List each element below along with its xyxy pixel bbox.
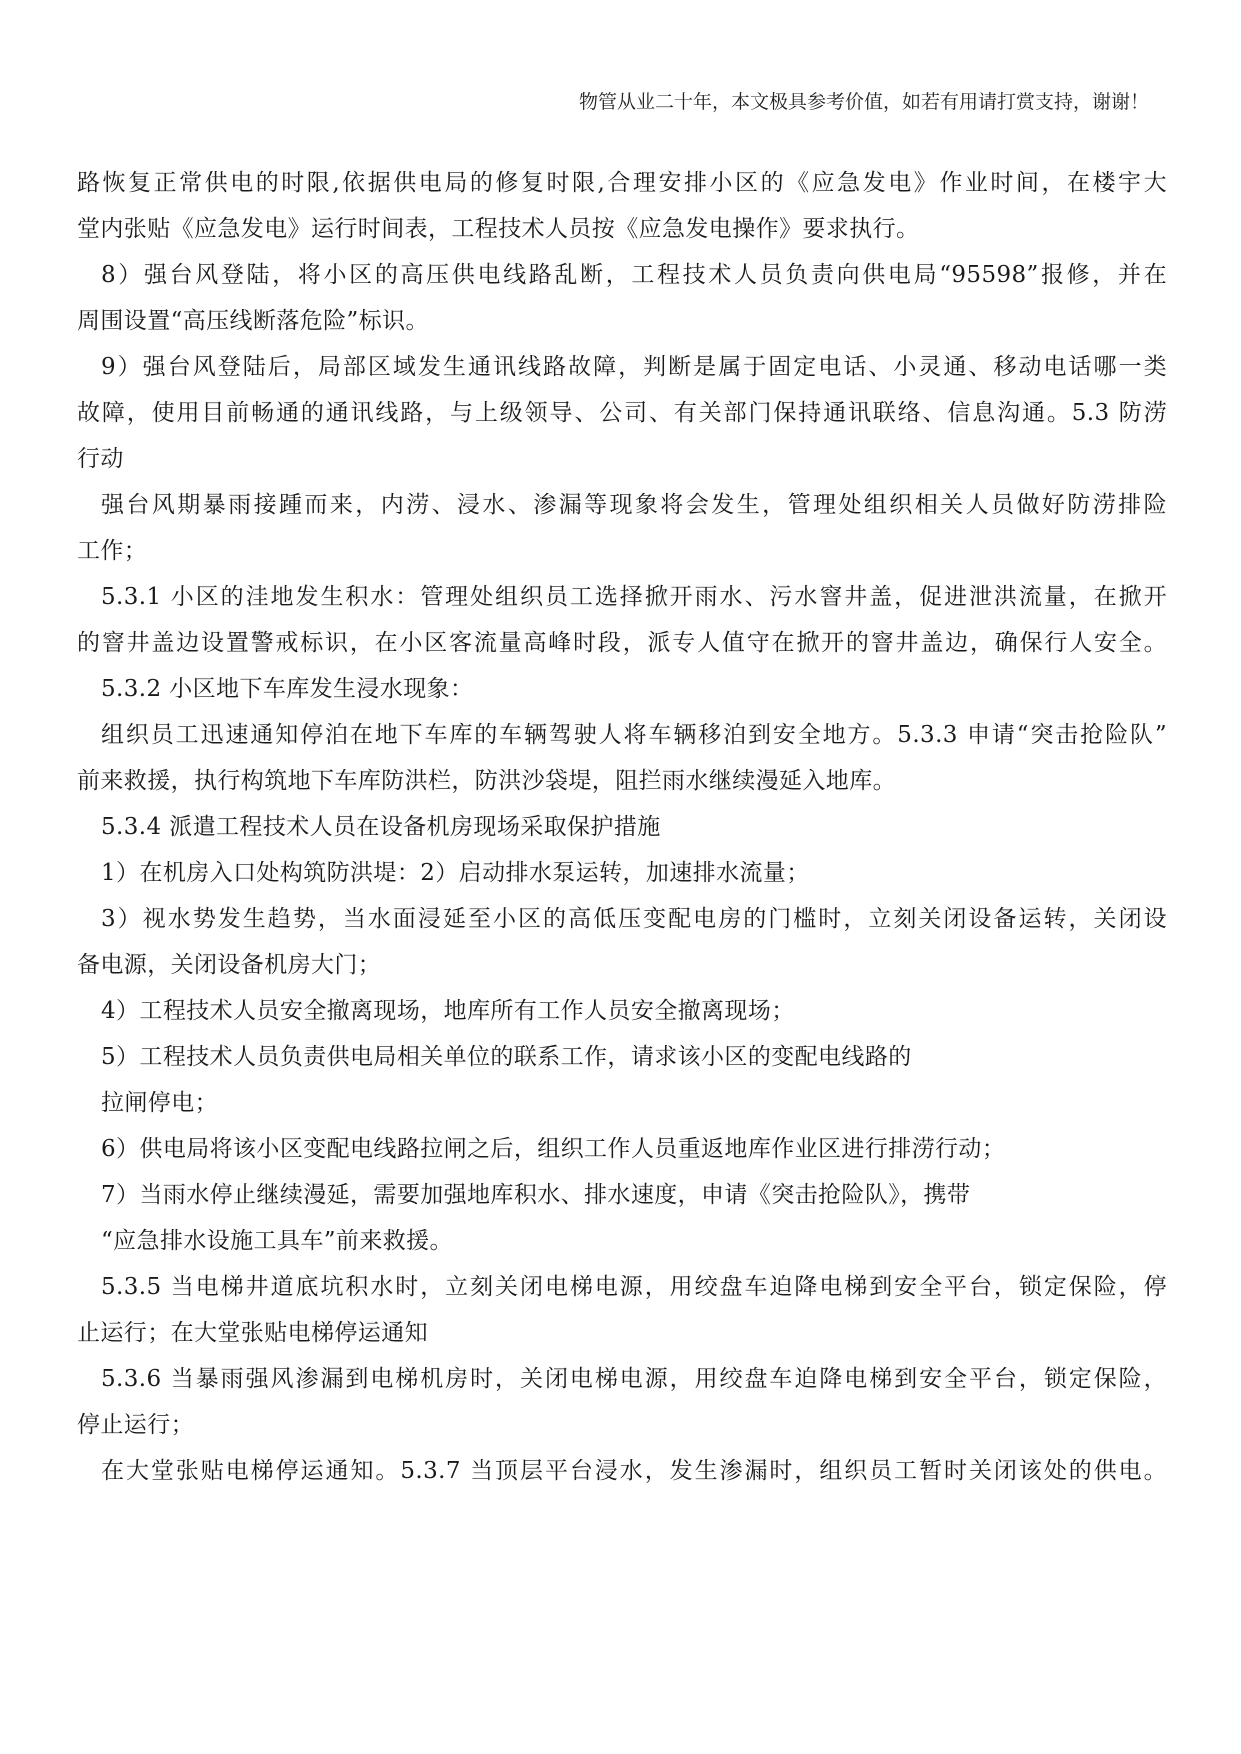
text-line: 5.3.4 派遣工程技术人员在设备机房现场采取保护措施	[101, 814, 661, 840]
text-line: 在大堂张贴电梯停运通知。5.3.7 当顶层平台浸水，发生渗漏时，组织员工暂时关闭该处的供电。	[101, 1458, 1167, 1484]
text-line: 停止运行；	[77, 1412, 194, 1438]
text-line: 8）强台风登陆，将小区的高压供电线路乱断，工程技术人员负责向供电局“95598”报修，并在	[101, 262, 1167, 288]
text-line: 前来救援，执行构筑地下车库防洪栏，防洪沙袋堤，阻拦雨水继续漫延入地库。	[77, 768, 896, 794]
text-line: 路恢复正常供电的时限,依据供电局的修复时限,合理安排小区的《应急发电》作业时间，在楼宇大	[77, 170, 1167, 196]
text-line: 5.3.1 小区的洼地发生积水：管理处组织员工选择掀开雨水、污水窨井盖，促进泄洪流量，在掀开	[101, 584, 1167, 610]
body-text	[77, 160, 1167, 1494]
text-line: 故障，使用目前畅通的通讯线路，与上级领导、公司、有关部门保持通讯联络、信息沟通。5.3 防涝	[77, 400, 1167, 426]
text-line: 行动	[77, 446, 124, 472]
text-line: 9）强台风登陆后，局部区域发生通讯线路故障，判断是属于固定电话、小灵通、移动电话哪一类	[101, 354, 1167, 380]
text-line: 周围设置“高压线断落危险”标识。	[77, 308, 429, 334]
text-line: 4）工程技术人员安全撤离现场，地库所有工作人员安全撤离现场；	[101, 998, 795, 1024]
text-line: 3）视水势发生趋势，当水面浸延至小区的高低压变配电房的门槛时，立刻关闭设备运转，关闭设	[101, 906, 1167, 932]
text-line: 6）供电局将该小区变配电线路拉闸之后，组织工作人员重返地库作业区进行排涝行动；	[101, 1136, 1006, 1162]
text-line: 7）当雨水停止继续漫延，需要加强地库积水、排水速度，申请《突击抢险队》，携带	[101, 1182, 971, 1208]
text-line: 备电源，关闭设备机房大门；	[77, 952, 382, 978]
text-line: “应急排水设施工具车”前来救援。	[101, 1228, 453, 1254]
text-line: 5.3.6 当暴雨强风渗漏到电梯机房时，关闭电梯电源，用绞盘车迫降电梯到安全平台，锁定保险，	[101, 1366, 1167, 1392]
text-line: 止运行；在大堂张贴电梯停运通知	[77, 1320, 428, 1346]
text-line: 组织员工迅速通知停泊在地下车库的车辆驾驶人将车辆移泊到安全地方。5.3.3 申请“突击抢险队”	[101, 722, 1167, 748]
text-line: 5）工程技术人员负责供电局相关单位的联系工作，请求该小区的变配电线路的	[101, 1044, 912, 1070]
text-line: 5.3.5 当电梯井道底坑积水时，立刻关闭电梯电源，用绞盘车迫降电梯到安全平台，锁定保险，停	[101, 1274, 1167, 1300]
text-line: 的窨井盖边设置警戒标识，在小区客流量高峰时段，派专人值守在掀开的窨井盖边，确保行人安全。	[77, 630, 1167, 656]
header-note: 物管从业二十年，本文极具参考价值，如若有用请打赏支持，谢谢！	[578, 91, 1149, 113]
text-line: 强台风期暴雨接踵而来，内涝、浸水、渗漏等现象将会发生，管理处组织相关人员做好防涝排险	[101, 492, 1167, 518]
text-line: 5.3.2 小区地下车库发生浸水现象：	[101, 676, 474, 702]
text-line: 堂内张贴《应急发电》运行时间表，工程技术人员按《应急发电操作》要求执行。	[77, 216, 920, 242]
text-line: 工作；	[77, 538, 148, 564]
text-line: 拉闸停电；	[101, 1090, 218, 1116]
text-line: 1）在机房入口处构筑防洪堤：2）启动排水泵运转，加速排水流量；	[101, 860, 810, 886]
